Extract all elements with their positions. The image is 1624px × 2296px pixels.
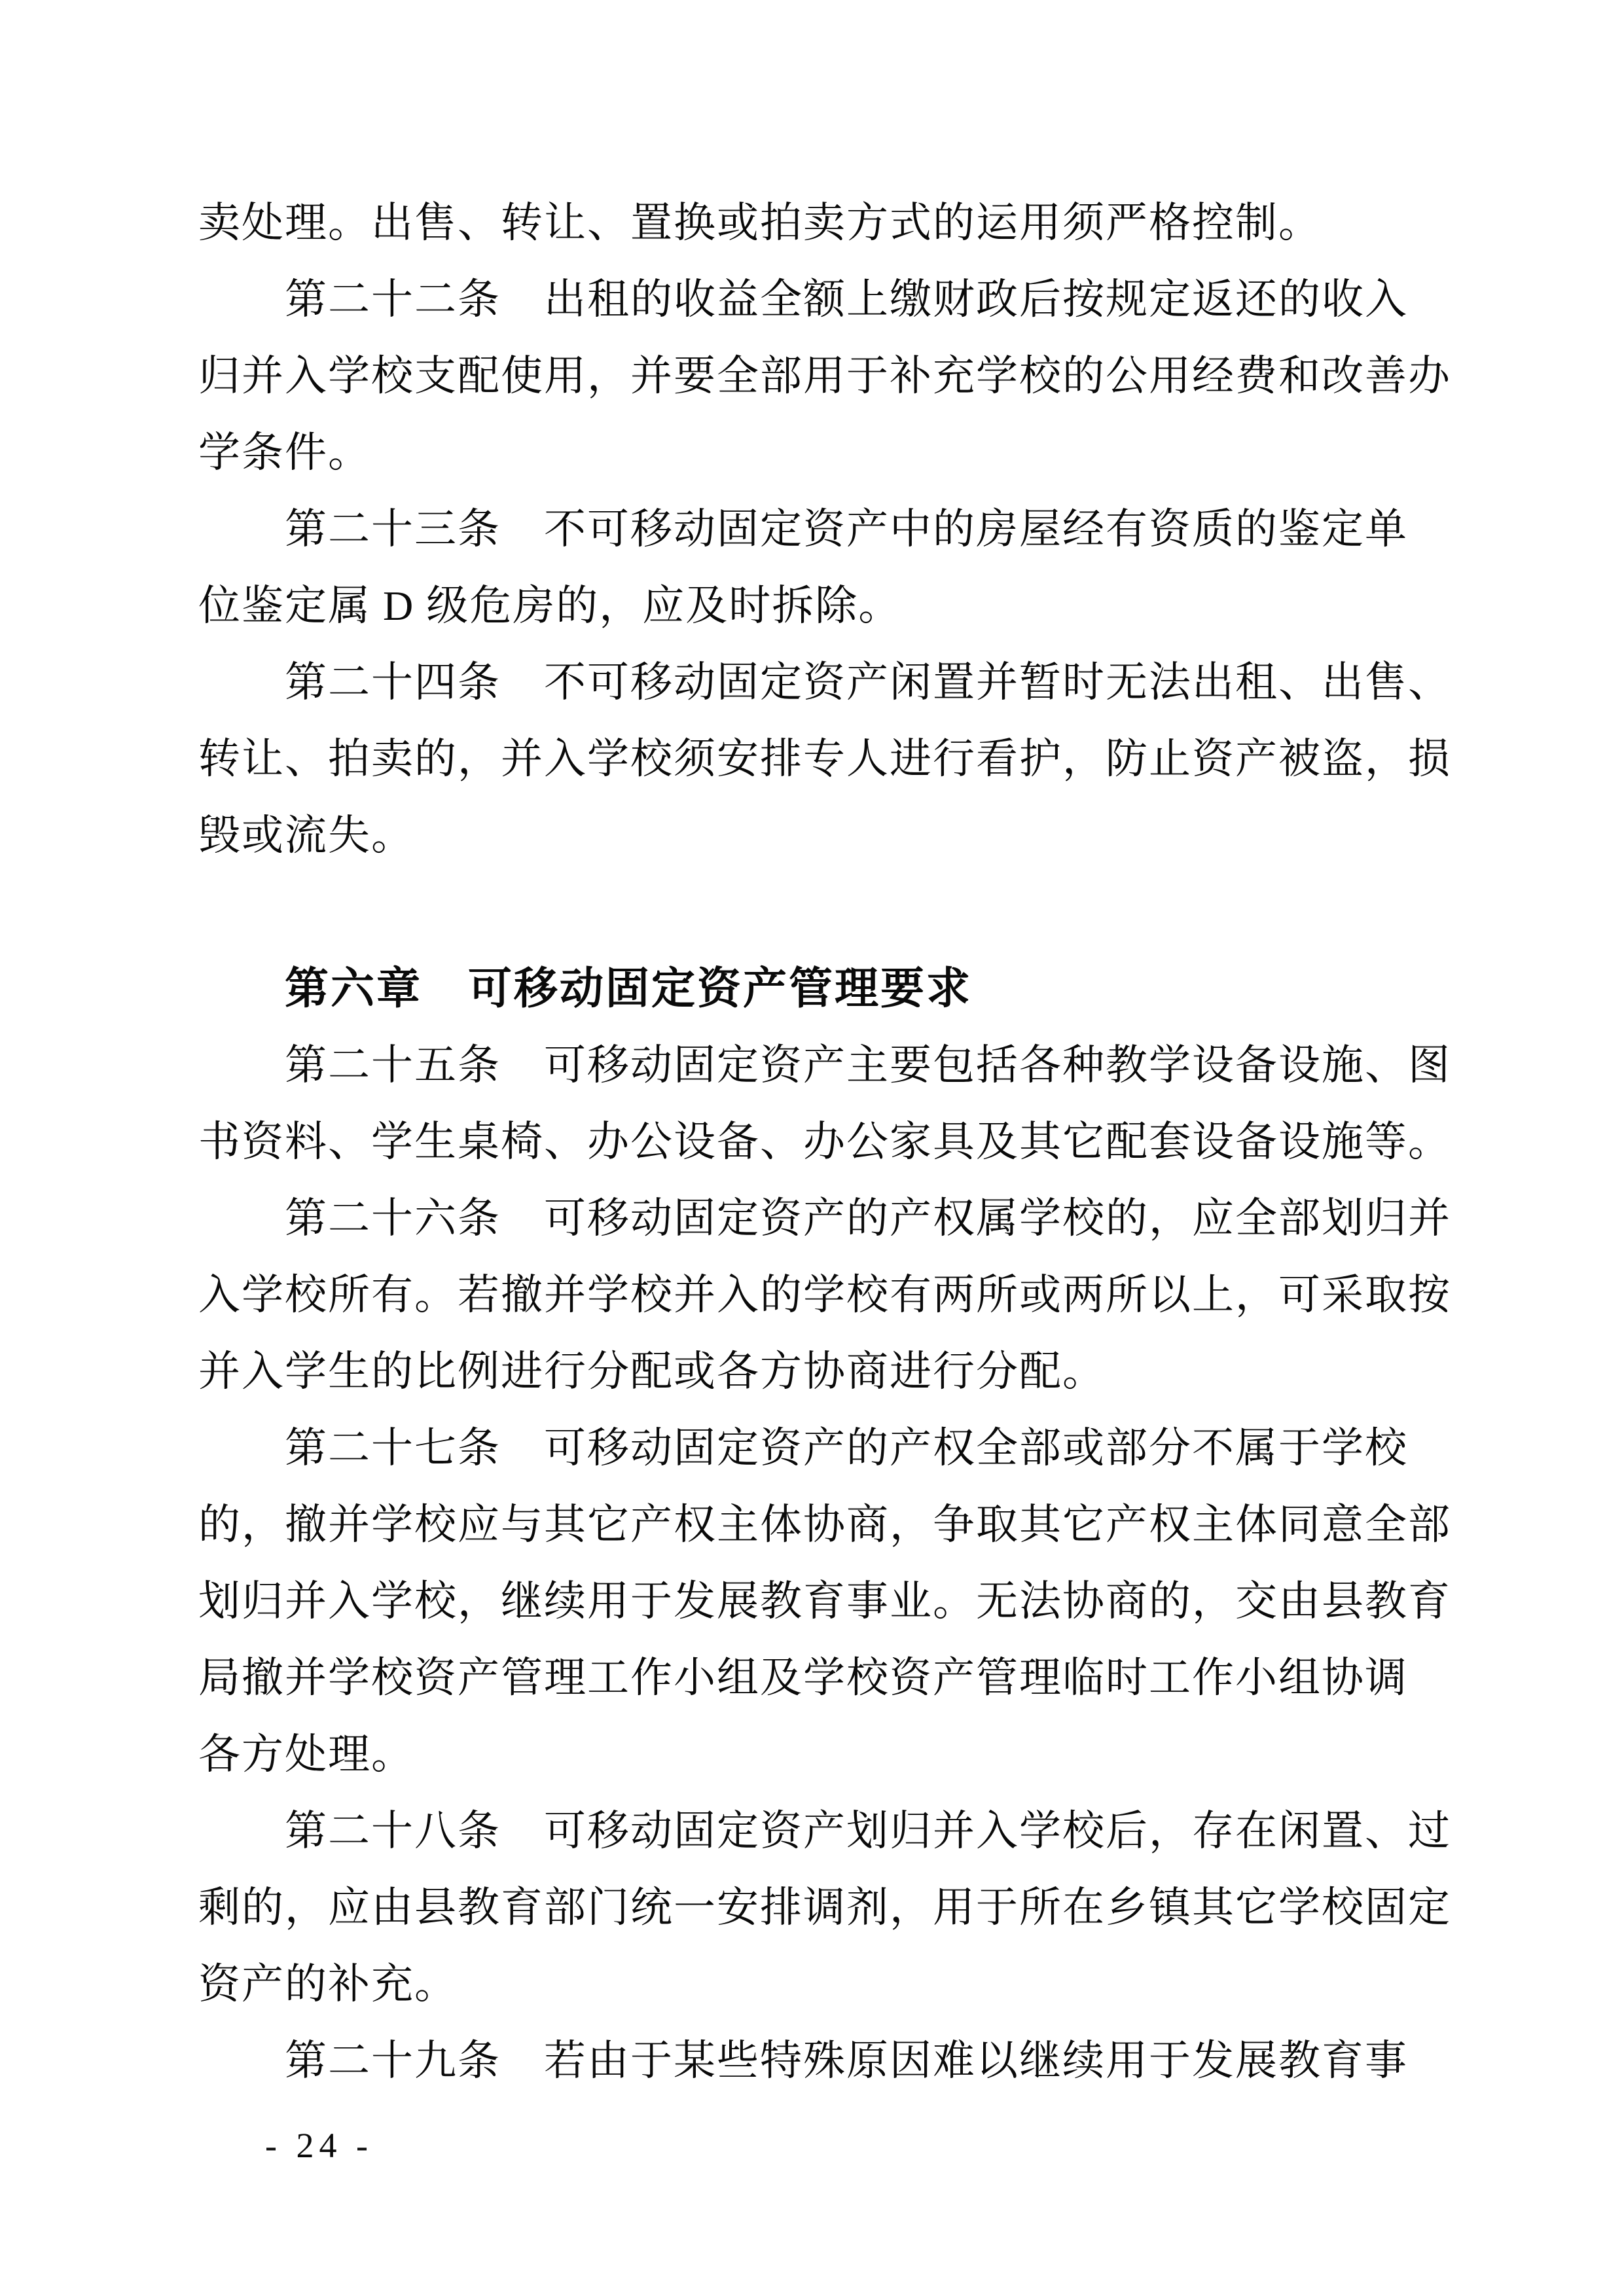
text-line: 第二十八条 可移动固定资产划归并入学校后，存在闲置、过 <box>285 1808 1451 1854</box>
page-number: - 24 - <box>265 2126 373 2165</box>
text-line: 并入学生的比例进行分配或各方协商进行分配。 <box>198 1348 1106 1395</box>
text-line: 剩的，应由县教育部门统一安排调剂，用于所在乡镇其它学校固定 <box>198 1884 1451 1931</box>
text-line: 毁或流失。 <box>198 812 414 859</box>
text-line: 第二十九条 若由于某些特殊原因难以继续用于发展教育事 <box>285 2037 1408 2084</box>
text-line: 学条件。 <box>198 429 371 476</box>
text-line: 第二十七条 可移动固定资产的产权全部或部分不属于学校 <box>285 1425 1408 1471</box>
text-line: 入学校所有。若撤并学校并入的学校有两所或两所以上，可采取按 <box>198 1272 1451 1318</box>
text-line: 位鉴定属 D 级危房的，应及时拆除。 <box>198 583 902 629</box>
text-line: 第二十三条 不可移动固定资产中的房屋经有资质的鉴定单 <box>285 506 1408 552</box>
text-line: 的，撤并学校应与其它产权主体协商，争取其它产权主体同意全部 <box>198 1501 1451 1548</box>
text-line: 第二十六条 可移动固定资产的产权属学校的，应全部划归并 <box>285 1195 1451 1242</box>
text-line: 转让、拍卖的，并入学校须安排专人进行看护，防止资产被盗，损 <box>198 736 1451 782</box>
text-line: 资产的补充。 <box>198 1961 458 2007</box>
text-line: 第二十四条 不可移动固定资产闲置并暂时无法出租、出售、 <box>285 659 1451 706</box>
text-line: 第二十五条 可移动固定资产主要包括各种教学设备设施、图 <box>285 1042 1451 1088</box>
text-line: 划归并入学校，继续用于发展教育事业。无法协商的，交由县教育 <box>198 1578 1451 1624</box>
text-line: 局撤并学校资产管理工作小组及学校资产管理临时工作小组协调 <box>198 1655 1408 1701</box>
text-line: 卖处理。出售、转让、置换或拍卖方式的运用须严格控制。 <box>198 200 1322 246</box>
text-line: 第二十二条 出租的收益全额上缴财政后按规定返还的收入 <box>285 276 1408 323</box>
document-body <box>198 185 1451 2099</box>
text-line: 归并入学校支配使用，并要全部用于补充学校的公用经费和改善办 <box>198 353 1451 399</box>
chapter-heading: 第六章 可移动固定资产管理要求 <box>285 963 972 1014</box>
text-line: 书资料、学生桌椅、办公设备、办公家具及其它配套设备设施等。 <box>198 1119 1451 1165</box>
text-line: 各方处理。 <box>198 1731 414 1778</box>
